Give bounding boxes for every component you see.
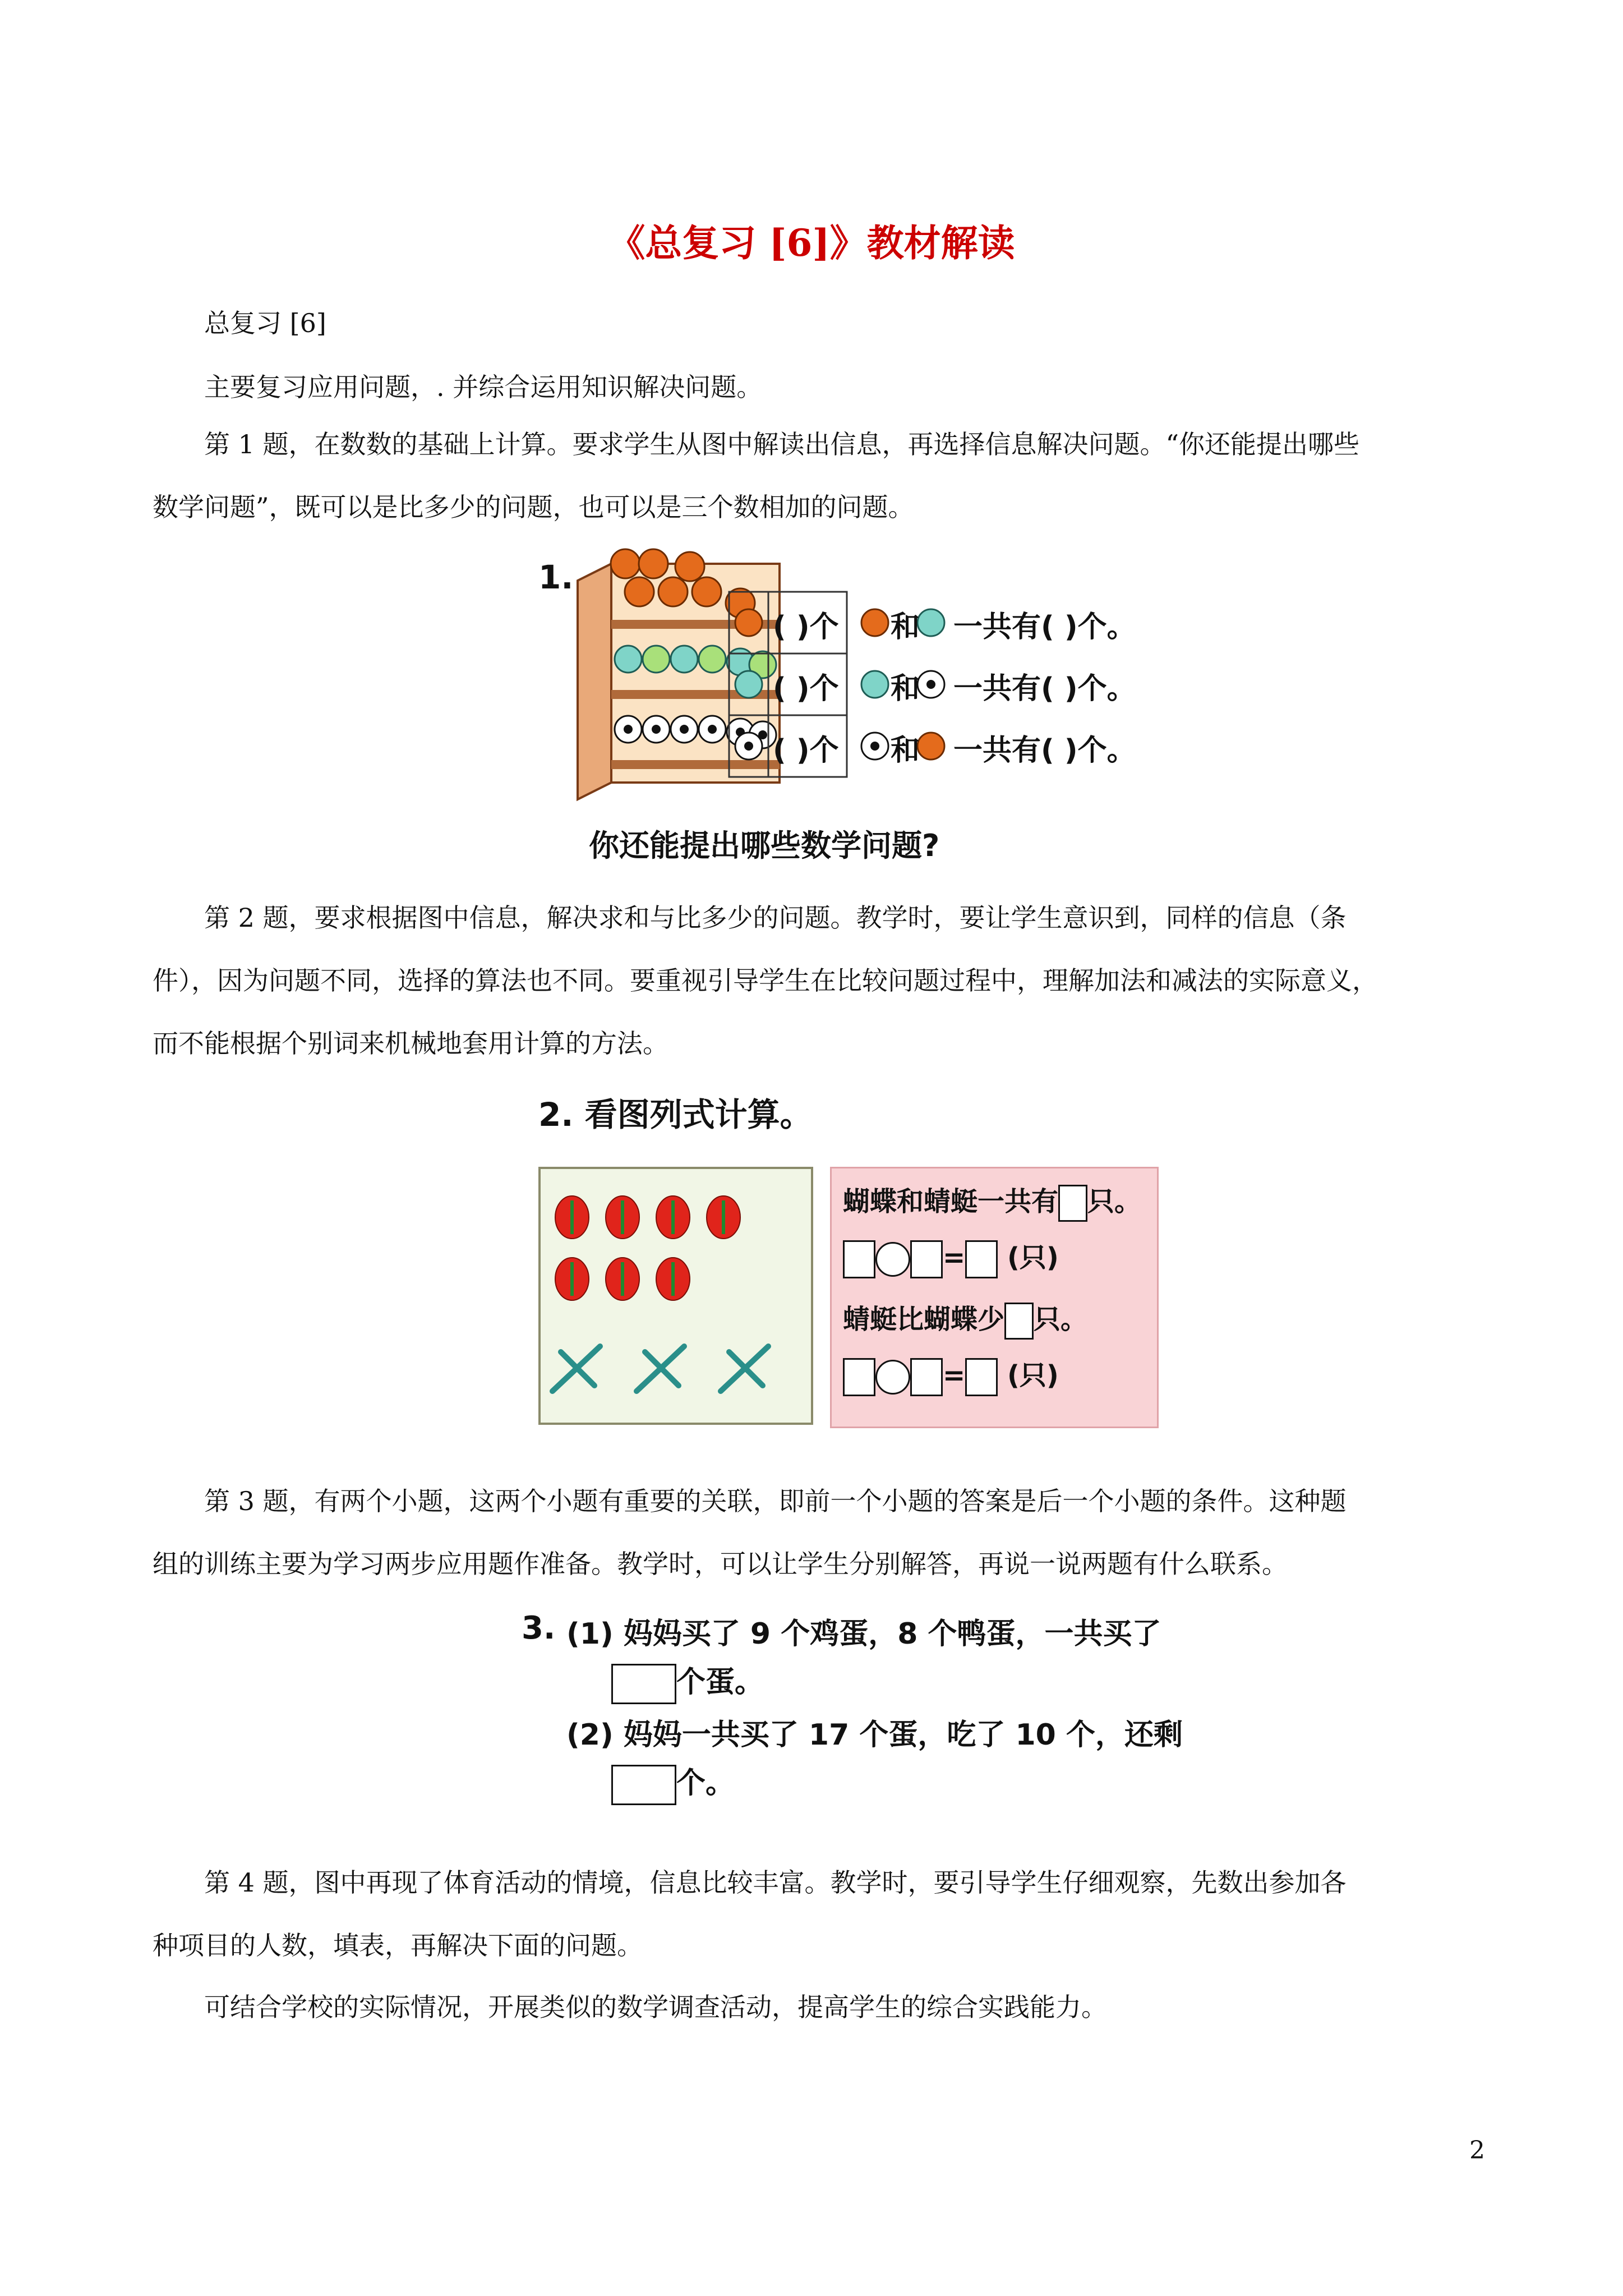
count-blank: ( )个 (773, 672, 839, 706)
answer-box[interactable] (1058, 1185, 1087, 1222)
difference-equation (843, 1354, 1059, 1396)
page-title: 《总复习 [6]》教材解读 (608, 221, 1015, 265)
problem-1-answer (611, 1658, 764, 1704)
paragraph-2-line: 第 1 题，在数数的基础上计算。要求学生从图中解读出信息，再选择信息解决问题。“你还能提出哪些 (204, 429, 1360, 459)
sum-equation (843, 1236, 1059, 1278)
shelf-board (611, 760, 780, 769)
sum-question-text: 蝴蝶和蜻蜓一共有 (843, 1186, 1059, 1217)
paragraph-1: 主要复习应用问题，. 并综合运用知识解决问题。 (204, 372, 763, 402)
unit-label: 个。 (676, 1766, 735, 1800)
difference-question-text: 蜻蜓比蝴蝶少 (843, 1304, 1005, 1335)
paragraph-4 (153, 1470, 1493, 1595)
count-blank: ( )个 (773, 610, 839, 644)
total-blank: 一共有( )个。 (953, 672, 1136, 706)
operand-box[interactable] (910, 1358, 943, 1396)
exercise-number: 1. (538, 558, 574, 596)
question-panel (830, 1167, 1159, 1428)
result-box[interactable] (965, 1358, 998, 1396)
problem-2-answer (611, 1759, 735, 1805)
equals-sign: = (943, 1242, 966, 1273)
operator-circle[interactable] (875, 1242, 910, 1277)
extra-question: 你还能提出哪些数学问题? (589, 828, 940, 863)
unit-label: 只。 (1034, 1304, 1088, 1335)
answer-box[interactable] (1004, 1303, 1034, 1340)
problem-2-text: (2) 妈妈一共买了 17 个蛋，吃了 10 个，还剩 (566, 1718, 1183, 1752)
paragraph-4-line: 组的训练主要为学习两步应用题作准备。教学时，可以让学生分别解答，再说一说两题有什么联系。 (153, 1549, 1288, 1579)
unit-label: (只) (1007, 1242, 1059, 1273)
difference-question (843, 1297, 1087, 1340)
paragraph-2-line: 数学问题”，既可以是比多少的问题，也可以是三个数相加的问题。 (153, 492, 914, 522)
paragraph-3-line: 而不能根据个别词来机械地套用计算的方法。 (153, 1028, 668, 1059)
basketball-icon (861, 609, 888, 636)
exercise-heading: 2. 看图列式计算。 (538, 1096, 813, 1134)
answer-box[interactable] (611, 1664, 676, 1704)
section-subtitle: 总复习 [6] (204, 308, 326, 338)
paragraph-5-line: 种项目的人数，填表，再解决下面的问题。 (153, 1930, 643, 1961)
shelf-side (578, 564, 611, 799)
result-box[interactable] (965, 1240, 998, 1278)
unit-label: 只。 (1087, 1186, 1142, 1217)
insect-picture (538, 1167, 813, 1425)
basketball-icon (735, 609, 762, 636)
volleyball-icon (861, 671, 888, 698)
operator-circle[interactable] (875, 1360, 910, 1395)
total-blank: 一共有( )个。 (953, 734, 1136, 767)
paragraph-2 (153, 413, 1493, 539)
unit-label: 个蛋。 (676, 1665, 764, 1699)
operand-box[interactable] (910, 1240, 943, 1278)
equals-sign: = (943, 1360, 966, 1391)
operand-box[interactable] (843, 1358, 875, 1396)
page-number: 2 (1469, 2136, 1485, 2165)
and-label: 和 (891, 734, 920, 767)
and-label: 和 (891, 672, 920, 706)
paragraph-3-line: 第 2 题，要求根据图中信息，解决求和与比多少的问题。教学时，要让学生意识到，同样的信息（条 (204, 903, 1347, 933)
sum-question (843, 1180, 1141, 1222)
count-blank: ( )个 (773, 734, 839, 767)
figure-2 (538, 1088, 1155, 1436)
paragraph-5 (153, 1851, 1493, 1977)
basketball-icon (917, 733, 944, 760)
paragraph-6: 可结合学校的实际情况，开展类似的数学调查活动，提高学生的综合实践能力。 (204, 1992, 1107, 2022)
answer-box[interactable] (611, 1765, 676, 1805)
paragraph-3 (153, 886, 1493, 1075)
total-blank: 一共有( )个。 (953, 610, 1136, 644)
volleyball-icon (735, 671, 762, 698)
paragraph-5-line: 第 4 题，图中再现了体育活动的情境，信息比较丰富。教学时，要引导学生仔细观察，先数出参加各 (204, 1867, 1347, 1898)
operand-box[interactable] (843, 1240, 875, 1278)
paragraph-3-line: 件），因为问题不同，选择的算法也不同。要重视引导学生在比较问题过程中，理解加法和减法的实际意义， (153, 965, 1378, 996)
and-label: 和 (891, 610, 920, 644)
figure-1 (538, 547, 1155, 884)
paragraph-4-line: 第 3 题，有两个小题，这两个小题有重要的关联，即前一个小题的答案是后一个小题的条件。这种题 (204, 1486, 1347, 1516)
figure-3 (522, 1610, 1195, 1823)
unit-label: (只) (1007, 1360, 1059, 1391)
volleyball-icon (917, 609, 944, 636)
exercise-number: 3. (522, 1610, 556, 1646)
problem-1-text: (1) 妈妈买了 9 个鸡蛋，8 个鸭蛋，一共买了 (566, 1617, 1161, 1651)
